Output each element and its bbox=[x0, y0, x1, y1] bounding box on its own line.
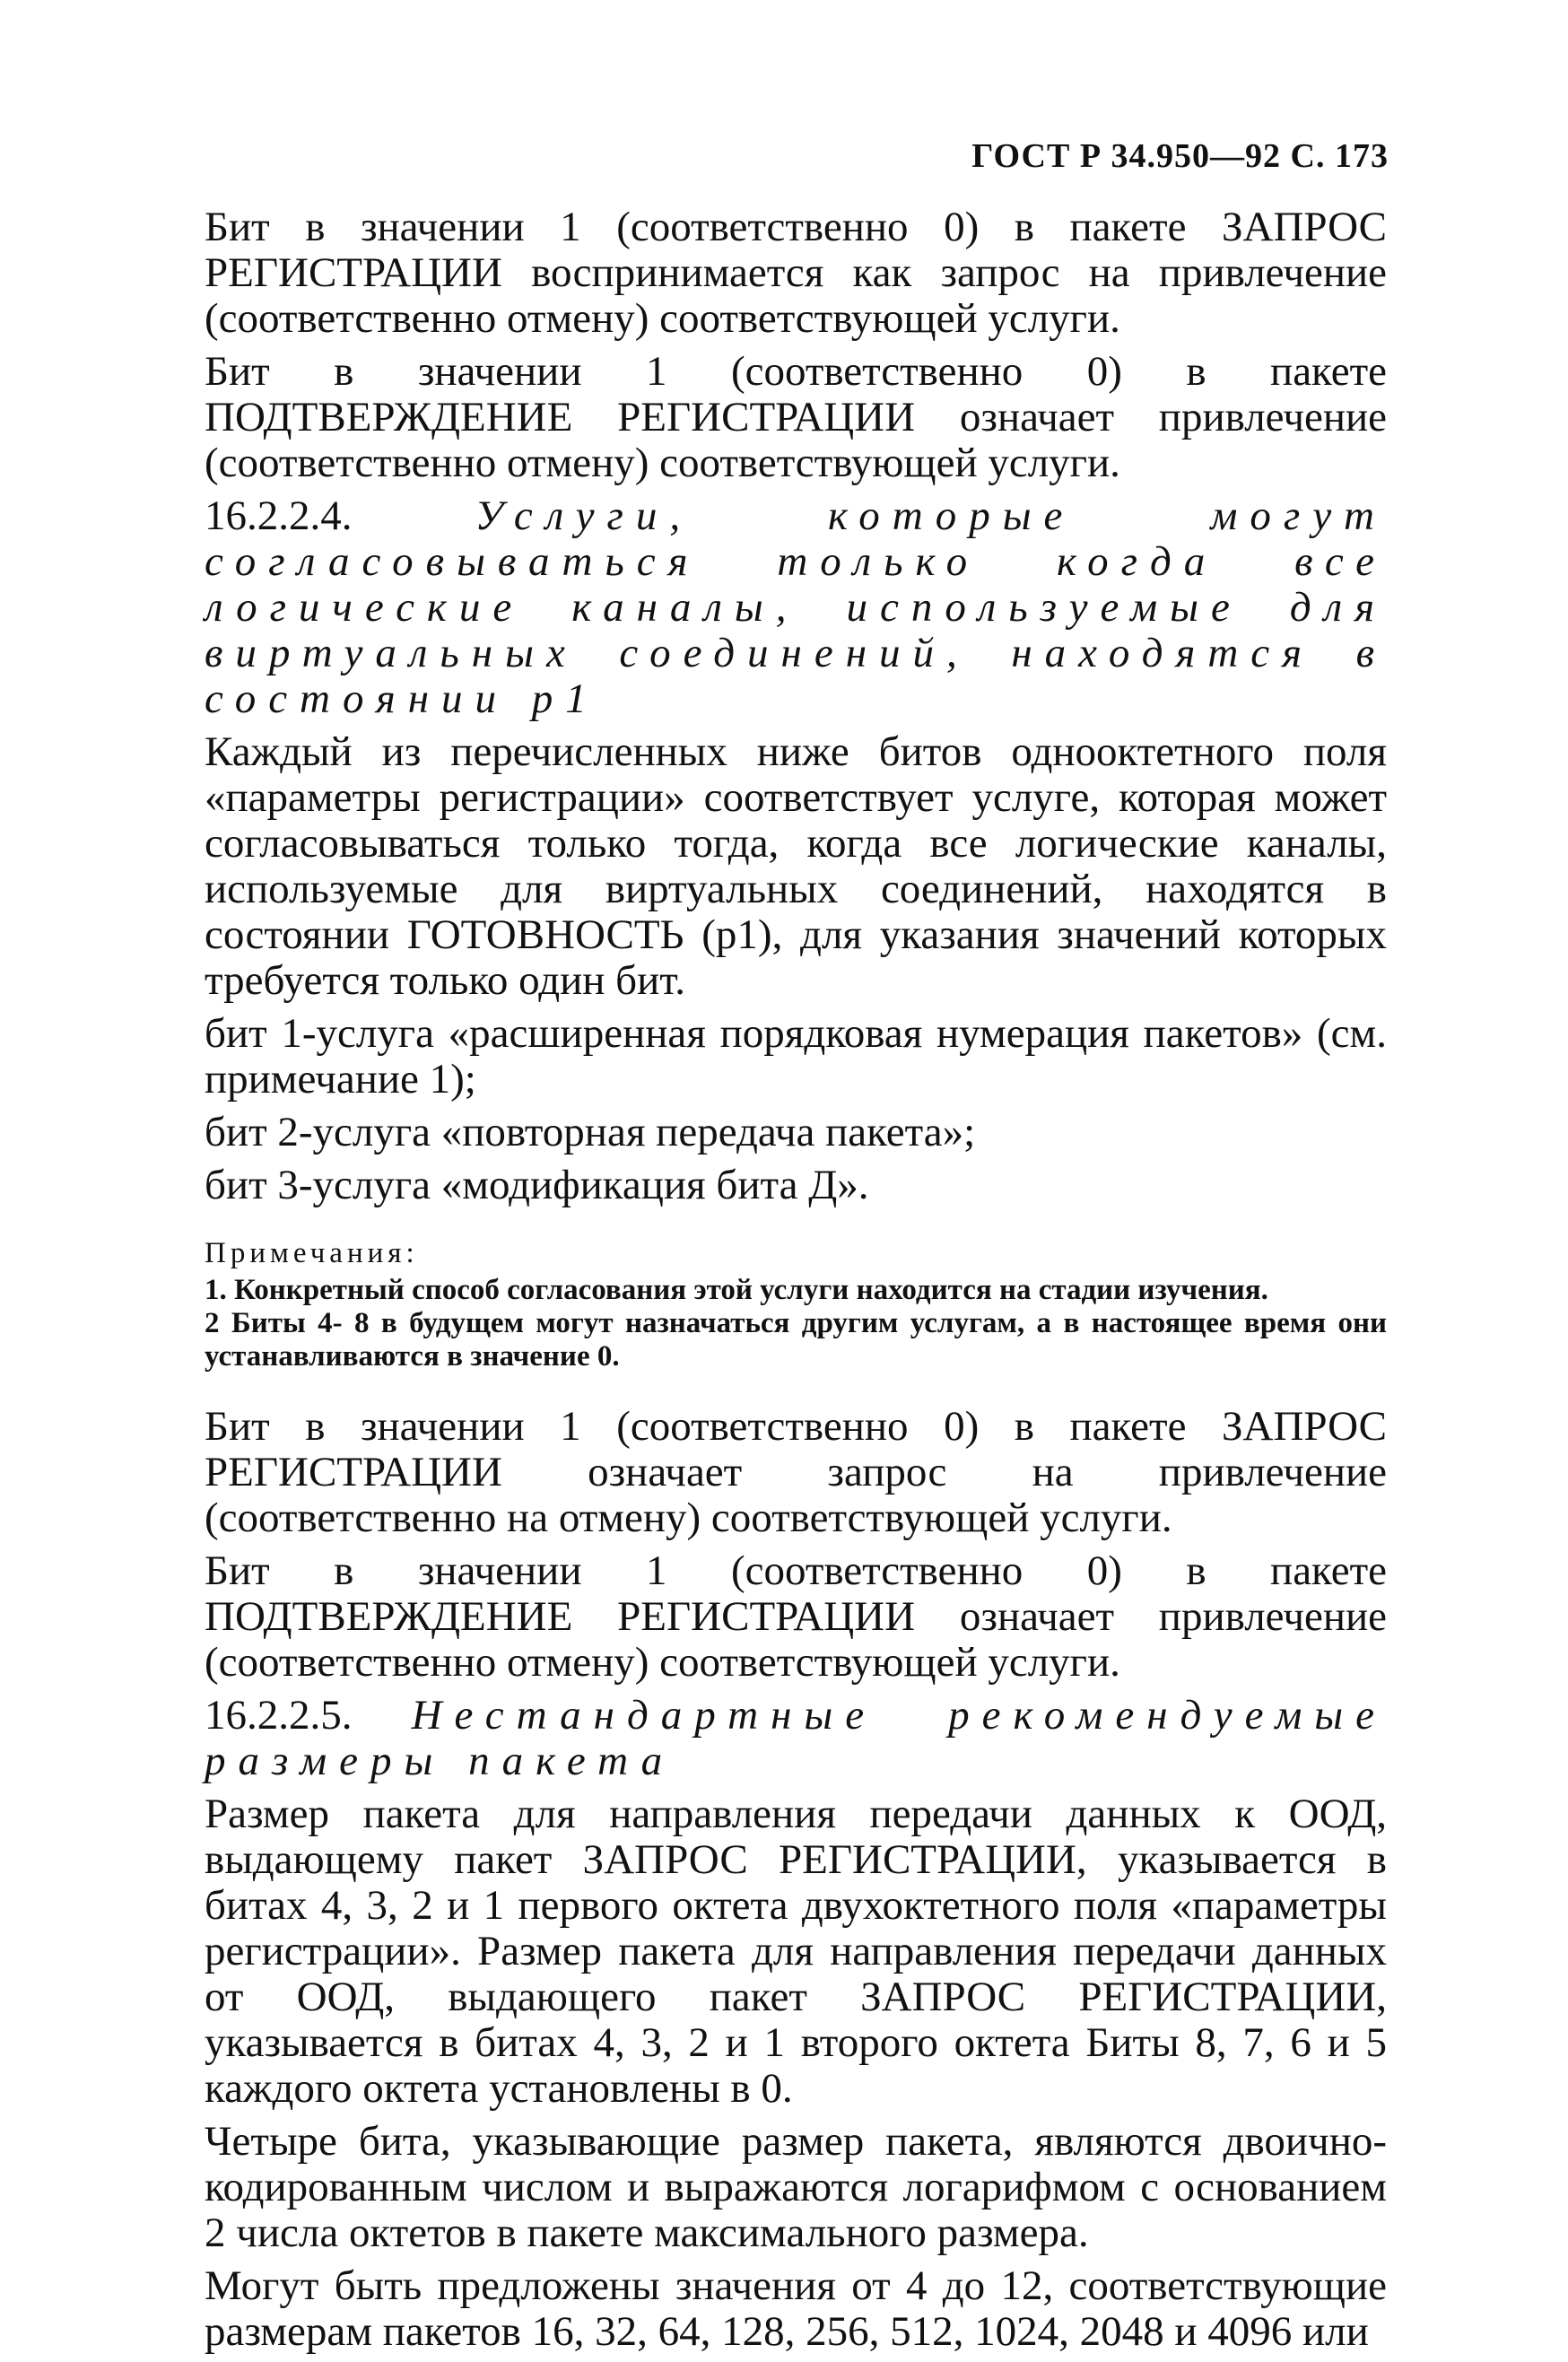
paragraph: Бит в значении 1 (соответственно 0) в пакете ЗАПРОС РЕГИСТРАЦИИ воспринимается как запрос на привлечение (соответственно отмену) соответствующей услуги. bbox=[205, 204, 1387, 342]
paragraph: Размер пакета для направления передачи данных к ООД, выдающему пакет ЗАПРОС РЕГИСТРАЦИИ, указывается в битах 4, 3, 2 и 1 первого октета двухоктетного поля «параметры регистрации». Размер пакета для направления передачи данных от ООД, выдающего пакет ЗАПРОС РЕГИСТРАЦИИ, указывается в битах 4, 3, 2 и 1 второго октета Биты 8, 7, 6 и 5 каждого октета установлены в 0. bbox=[205, 1791, 1387, 2112]
list-item: бит 2-услуга «повторная передача пакета»; bbox=[205, 1109, 976, 1155]
list-item: бит 1-услуга «расширенная порядковая нумерация пакетов» (см. примечание 1); bbox=[205, 1010, 1387, 1103]
section-number: 16.2.2.4. bbox=[205, 492, 353, 539]
list-item: бит 3-услуга «модификация бита Д». bbox=[205, 1162, 869, 1208]
notes-block bbox=[205, 1237, 1387, 1373]
paragraph: Четыре бита, указывающие размер пакета, являются двоично-кодированным числом и выражаются логарифмом с основанием 2 числа октетов в пакете максимального размера. bbox=[205, 2118, 1387, 2256]
section-number: 16.2.2.5. bbox=[205, 1692, 353, 1739]
paragraph: Могут быть предложены значения от 4 до 12, соответствующие размерам пакетов 16, 32, 64, 128, 256, 512, 1024, 2048 и 4096 или bbox=[205, 2262, 1387, 2355]
paragraph: Бит в значении 1 (соответственно 0) в пакете ЗАПРОС РЕГИСТРАЦИИ означает запрос на привлечение (соответственно на отмену) соответствующей услуги. bbox=[205, 1403, 1387, 1541]
page-header: ГОСТ Р 34.950—92 С. 173 bbox=[971, 137, 1389, 175]
notes-heading: Примечания: bbox=[205, 1237, 419, 1269]
section-heading bbox=[205, 1693, 1387, 1784]
section-heading bbox=[205, 493, 1387, 722]
paragraph: Бит в значении 1 (соответственно 0) в пакете ПОДТВЕРЖДЕНИЕ РЕГИСТРАЦИИ означает привлечение (соответственно отмену) соответствующей услуги. bbox=[205, 1547, 1387, 1686]
section-title: Услуги, которые могут согласовываться только когда все логические каналы, используемые для виртуальных соединений, находятся в состоянии p1 bbox=[205, 492, 1387, 722]
note-item: 2 Биты 4- 8 в будущем могут назначаться другим услугам, а в настоящее время они устанавливаются в значение 0. bbox=[205, 1307, 1387, 1373]
note-item: 1. Конкретный способ согласования этой услуги находится на стадии изучения. bbox=[205, 1274, 1268, 1306]
paragraph: Каждый из перечисленных ниже битов однооктетного поля «параметры регистрации» соответствует услуге, которая может согласовываться только тогда, когда все логические каналы, используемые для виртуальных соединений, находятся в состоянии ГОТОВНОСТЬ (p1), для указания значений которых требуется только один бит. bbox=[205, 728, 1387, 1004]
section-title: Нестандартные рекомендуемые размеры пакета bbox=[205, 1692, 1387, 1784]
document-body bbox=[205, 205, 1387, 2362]
paragraph: Бит в значении 1 (соответственно 0) в пакете ПОДТВЕРЖДЕНИЕ РЕГИСТРАЦИИ означает привлечение (соответственно отмену) соответствующей услуги. bbox=[205, 348, 1387, 486]
